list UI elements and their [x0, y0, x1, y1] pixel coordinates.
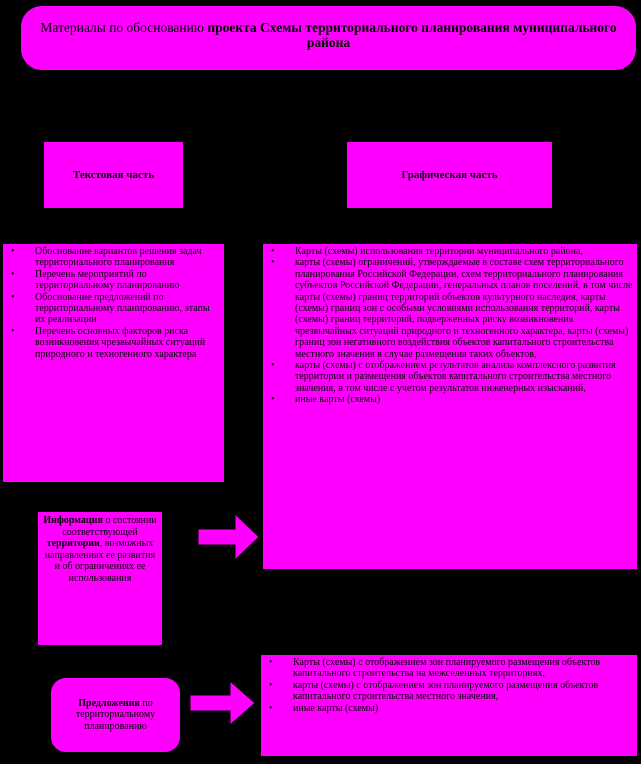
arrow-right-icon	[190, 681, 256, 725]
list-item: • Обоснование предложений по территориальному планированию, этапы их реализации	[7, 292, 220, 326]
list-item: • карты (схемы) с отображением результатов анализа комплексного развития территории и размещения объектов капитального строительства местного значения, в том числе с учетом результатов инженерных изысканий,	[267, 360, 633, 394]
title-bold: проекта Схемы территориального планирования муниципального района	[207, 20, 617, 50]
list-item: • иные карты (схемы)	[265, 703, 633, 714]
list-item: • Карты (схемы) с отображением зон планируемого размещения объектов капитального строительства на межселенных территориях,	[265, 657, 633, 680]
proposals-bold: Предложения	[78, 697, 140, 709]
diagram-title	[20, 5, 637, 71]
text-part-list	[2, 243, 225, 483]
info-bold-2: территории	[46, 538, 100, 549]
graphic-part-header	[346, 141, 553, 209]
graphic-part-list	[262, 243, 638, 570]
proposals-box	[50, 677, 181, 753]
text-part-label: Текстовая часть	[72, 169, 155, 181]
info-bold-1: Информация	[43, 515, 103, 526]
territory-info-box	[37, 511, 163, 646]
graphic-proposals-list	[260, 654, 638, 757]
proposals-rest: по территориальному планированию	[75, 697, 156, 732]
list-item: • Обоснование вариантов решения задач территориального планирования	[7, 246, 220, 269]
list-item: • Перечень основных факторов риска возникновения чрезвычайных ситуаций природного и техногенного характера	[7, 326, 220, 360]
list-item: • Карты (схемы) использования территории муниципального района,	[267, 246, 633, 257]
title-prefix: Материалы по обоснованию	[40, 20, 208, 35]
text-part-header	[43, 141, 184, 209]
list-item: • Перечень мероприятий по территориальному планированию	[7, 269, 220, 292]
graphic-part-label: Графическая часть	[401, 169, 498, 181]
list-item: • карты (схемы) ограничений, утверждаемые в составе схем территориального планирования Российской Федерации, схем территориального планирования субъектов Российской Федерации, генеральных планов поселений, в том числе карты (схемы) границ территорий объектов культурного наследия, карты (схемы) границ зон с особыми условиями использования территорий, карты (схемы) границ территорий, подверженных риску возникновения чрезвычайных ситуаций природного и техногенного характера, карты (схемы) границ зон негативного воздействия объектов капитального строительства местного значения в случае размещения таких объектов,	[267, 257, 633, 360]
proposals-text	[55, 698, 176, 733]
arrow-right-icon	[198, 514, 260, 560]
info-text-2: , возможных направлениях ее развития и об ограничениях ее использования	[44, 538, 156, 584]
list-item: • иные карты (схемы)	[267, 394, 633, 405]
info-text-1: о состоянии соответствующей	[62, 515, 157, 538]
list-item: • карты (схемы) с отображением зон планируемого размещения объектов капитального строительства местного значения,	[265, 680, 633, 703]
